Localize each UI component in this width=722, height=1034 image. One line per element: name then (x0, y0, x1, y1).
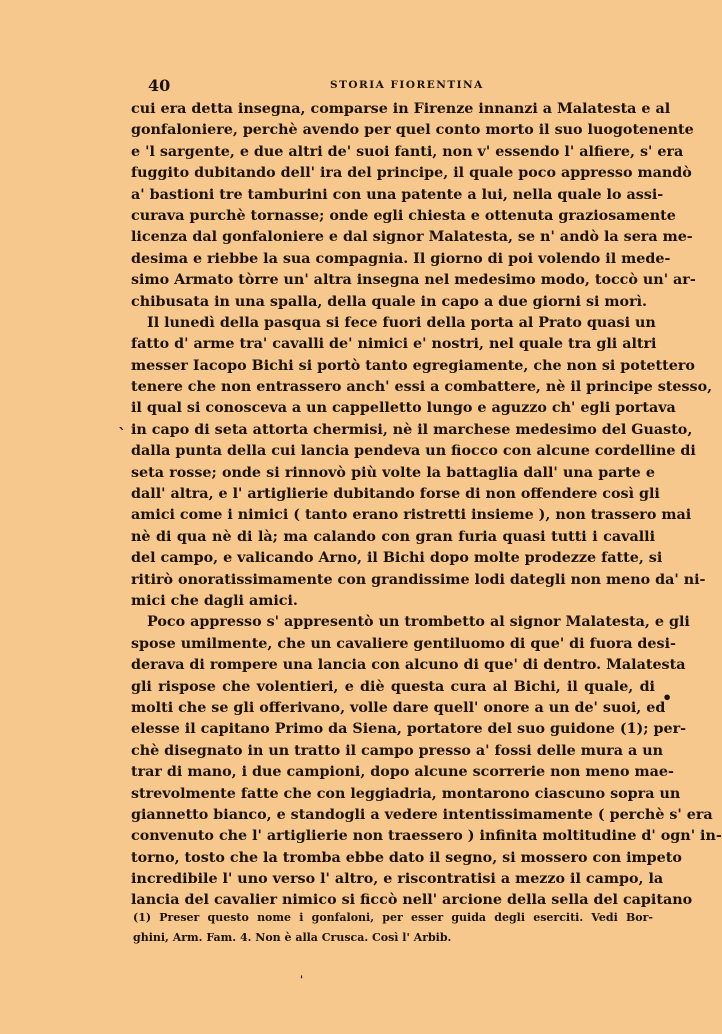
text-line: elesse il capitano Primo da Siena, portatore del suo guidone (1); per- (131, 721, 687, 738)
margin-mark-icon: ` (118, 425, 126, 444)
running-title: STORIA FIORENTINA (330, 79, 484, 91)
text-line: strevolmente fatte che con leggiadria, montarono ciascuno sopra un (131, 785, 681, 802)
margin-dot-icon: • (662, 688, 673, 707)
text-line: dalla punta della cui lancia pendeva un fiocco con alcune cordelline di (131, 443, 696, 460)
text-line: amici come i nimici ( tanto erano ristretti insieme ), non trassero mai (131, 507, 692, 524)
body-text (131, 99, 722, 912)
footnote (133, 908, 653, 948)
text-line: fuggito dubitando dell' ira del principe, il quale poco appresso mandò (131, 165, 692, 182)
text-line: in capo di seta attorta chermisi, nè il marchese medesimo del Guasto, (131, 421, 693, 438)
text-line: torno, tosto che la tromba ebbe dato il segno, si mossero con impeto (131, 849, 682, 866)
text-line: simo Armato tòrre un' altra insegna nel medesimo modo, toccò un' ar- (131, 272, 696, 289)
page-header (130, 76, 658, 98)
text-line: messer Iacopo Bichi si portò tanto egregiamente, che non si potettero (131, 357, 695, 374)
text-line: gli rispose che volentieri, e diè questa cura al Bichi, il quale, di (131, 678, 655, 695)
text-line: il qual si conosceva a un cappelletto lungo e aguzzo ch' egli portava (131, 400, 676, 417)
text-line: incredibile l' uno verso l' altro, e riscontratisi a mezzo il campo, la (131, 871, 664, 888)
text-line: curava purchè tornasse; onde egli chiesta e ottenuta graziosamente (131, 207, 676, 224)
text-line: lancia del cavalier nimico si ficcò nell' arcione della sella del capitano (131, 892, 693, 909)
text-line: trar di mano, i due campioni, dopo alcune scorrerie non meno mae- (131, 764, 674, 781)
text-line: dall' altra, e l' artiglierie dubitando forse di non offendere così gli (131, 486, 660, 503)
text-line: gonfaloniere, perchè avendo per quel conto morto il suo luogotenente (131, 122, 694, 139)
text-line: fatto d' arme tra' cavalli de' nimici e' nostri, nel quale tra gli altri (131, 336, 657, 353)
text-line: del campo, e valicando Arno, il Bichi dopo molte prodezze fatte, si (131, 550, 663, 567)
text-line: licenza dal gonfaloniere e dal signor Malatesta, se n' andò la sera me- (131, 229, 693, 246)
text-line: tenere che non entrassero anch' essi a combattere, nè il principe stesso, (131, 379, 713, 396)
text-line: e 'l sargente, e due altri de' suoi fanti, non v' essendo l' alfiere, s' era (131, 143, 684, 160)
text-line: molti che se gli offerivano, volle dare quell' onore a un de' suoi, ed (131, 699, 666, 716)
text-line: nè di qua nè di là; ma calando con gran furia quasi tutti i cavalli (131, 528, 655, 545)
text-line: derava di rompere una lancia con alcuno di que' di dentro. Malatesta (131, 657, 686, 674)
text-line: seta rosse; onde si rinnovò più volte la battaglia dall' una parte e (131, 464, 655, 481)
text-line: cui era detta insegna, comparse in Firenze innanzi a Malatesta e al (131, 101, 671, 117)
text-line: convenuto che l' artiglierie non traessero ) infinita moltitudine d' ogn' in- (131, 828, 722, 845)
footnote-line: ghini, Arm. Fam. 4. Non è alla Crusca. Così l' Arbib. (133, 931, 452, 944)
text-line: desima e riebbe la sua compagnia. Il giorno di poi volendo il mede- (131, 250, 671, 267)
footnote-line: (1) Preser questo nome i gonfaloni, per esser guida degli eserciti. Vedi Bor- (133, 911, 653, 924)
paragraph-start-line: Poco appresso s' appresentò un trombetto al signor Malatesta, e gli (147, 614, 690, 631)
text-line: giannetto bianco, e standogli a vedere intentissimamente ( perchè s' era (131, 806, 713, 823)
text-line: a' bastioni tre tamburini con una patente a lui, nella quale lo assi- (131, 186, 664, 203)
text-line: ritirò onoratissimamente con grandissime lodi dategli non meno da' ni- (131, 571, 706, 588)
ink-speck-icon: ' (300, 975, 304, 986)
paragraph-start-line: Il lunedì della pasqua si fece fuori della porta al Prato quasi un (147, 314, 656, 331)
text-line: spose umilmente, che un cavaliere gentiluomo di que' di fuora desi- (131, 635, 676, 652)
text-line: chibusata in una spalla, della quale in capo a due giorni si morì. (131, 293, 648, 310)
text-line: mici che dagli amici. (131, 592, 298, 609)
text-line: chè disegnato in un tratto il campo presso a' fossi delle mura a un (131, 742, 664, 759)
page-number: 40 (148, 76, 171, 95)
